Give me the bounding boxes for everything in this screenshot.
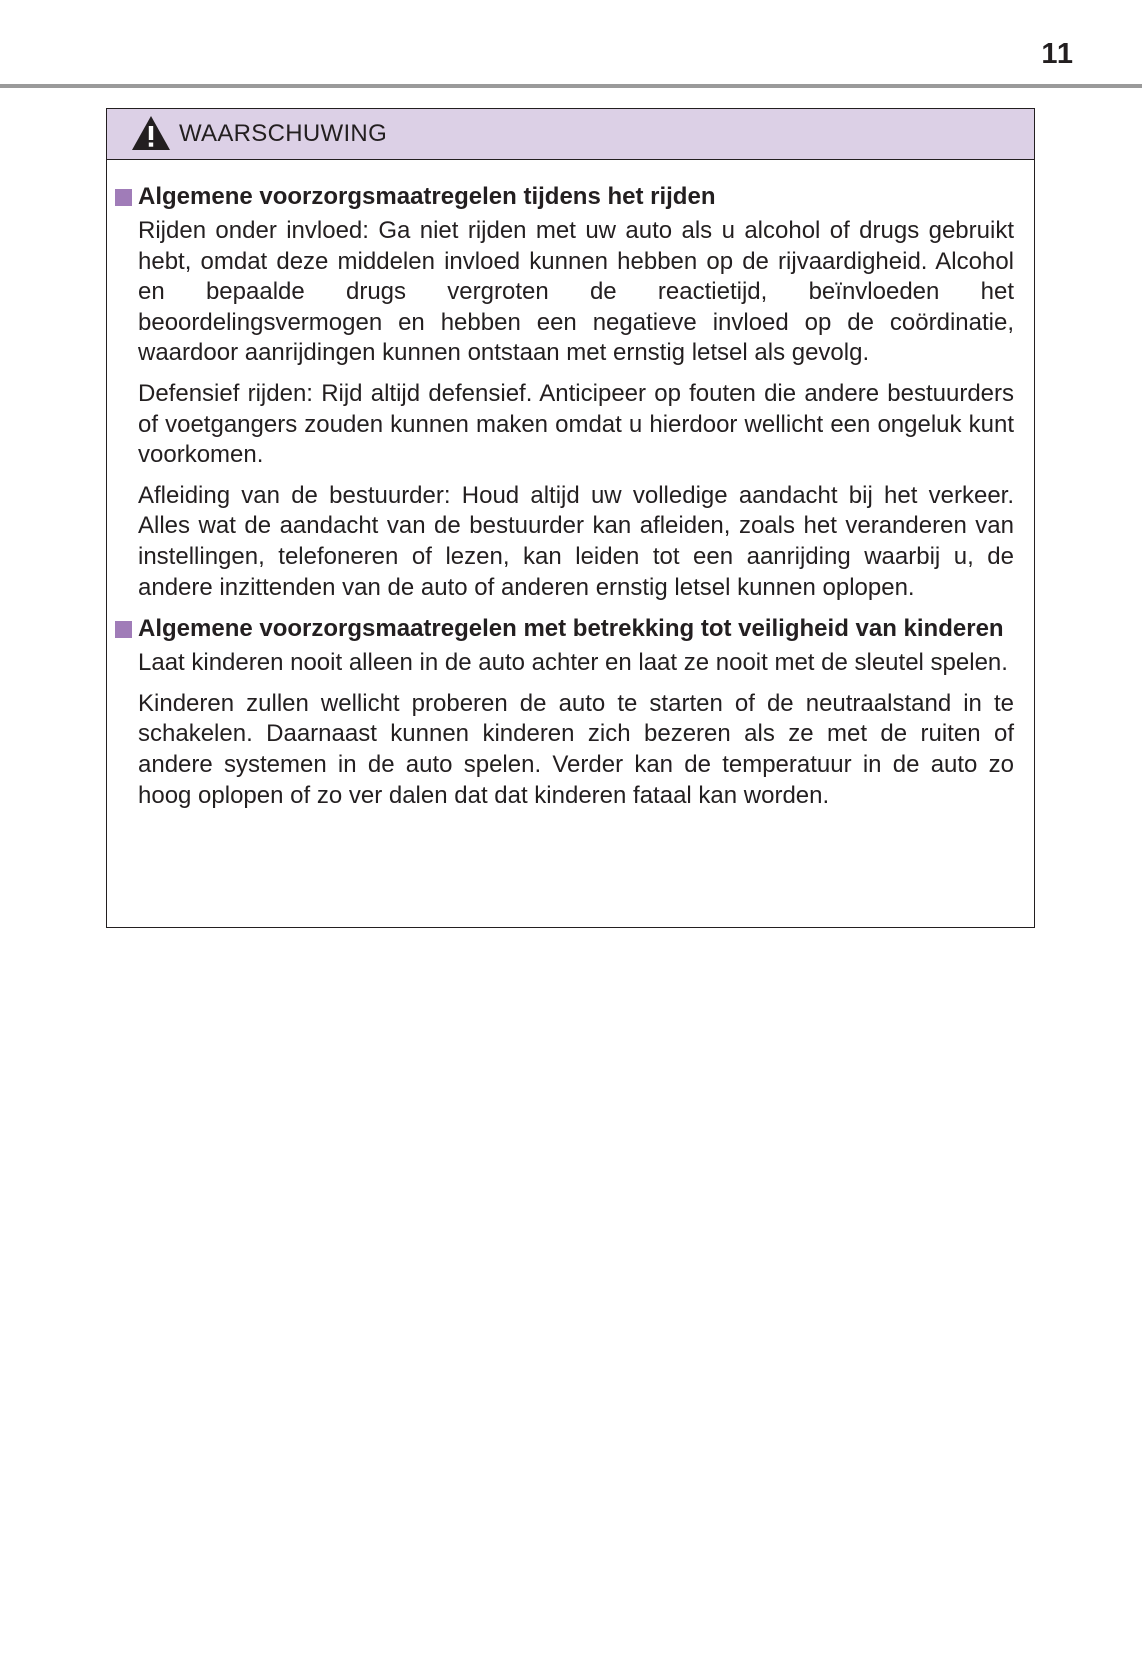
paragraph-driving-under-influence: Rijden onder invloed: Ga niet rijden met uw auto als u alcohol of drugs gebruikt hebt, omdat deze middelen invloed kunnen hebben op de rijvaardigheid. Alcohol en bepaalde drugs vergroten de reactietijd, beïnvloeden het beoordelingsvermogen en hebben een negatieve invloed op de coördinatie, waardoor aanrijdingen kunnen ontstaan met ernstig letsel als gevolg. <box>138 217 1014 367</box>
section-heading-text: Algemene voorzorgsmaatregelen tijdens het rijden <box>138 183 716 210</box>
square-bullet-icon <box>115 621 132 638</box>
paragraph-children-alone: Laat kinderen nooit alleen in de auto achter en laat ze nooit met de sleutel spelen. <box>138 649 1008 677</box>
header-divider <box>0 84 1142 88</box>
warning-triangle-icon <box>131 115 171 151</box>
page-number: 11 <box>1041 38 1074 70</box>
section-heading-text: Algemene voorzorgsmaatregelen met betrekking tot veiligheid van kinderen <box>138 615 1004 643</box>
paragraph-driver-distraction: Afleiding van de bestuurder: Houd altijd uw volledige aandacht bij het verkeer. Alles wat de aandacht van de bestuurder kan afleiden, zoals het veranderen van instellingen, telefoneren of lezen, kan leiden tot een aanrijding waarbij u, de andere inzittenden van de auto of anderen ernstig letsel kunnen oplopen. <box>138 481 1014 601</box>
paragraph-defensive-driving: Defensief rijden: Rijd altijd defensief. Anticipeer op fouten die andere bestuurders of voetgangers zouden kunnen maken omdat u hierdoor wellicht een ongeluk kunt voorkomen. <box>138 379 1014 469</box>
square-bullet-icon <box>115 189 132 206</box>
section-heading-driving <box>115 181 1014 212</box>
warning-header <box>107 109 1034 160</box>
paragraph-children-risks: Kinderen zullen wellicht proberen de auto te starten of de neutraalstand in te schakelen. Daarnaast kunnen kinderen zich bezeren als ze met de ruiten of andere systemen in de auto spelen. Verder kan de temperatuur in de auto zo hoog oplopen of zo ver dalen dat dat kinderen fataal kan worden. <box>138 689 1014 809</box>
warning-title: WAARSCHUWING <box>179 120 388 147</box>
warning-box <box>106 108 1035 928</box>
section-heading-children <box>115 613 1014 644</box>
warning-body <box>107 160 1034 811</box>
